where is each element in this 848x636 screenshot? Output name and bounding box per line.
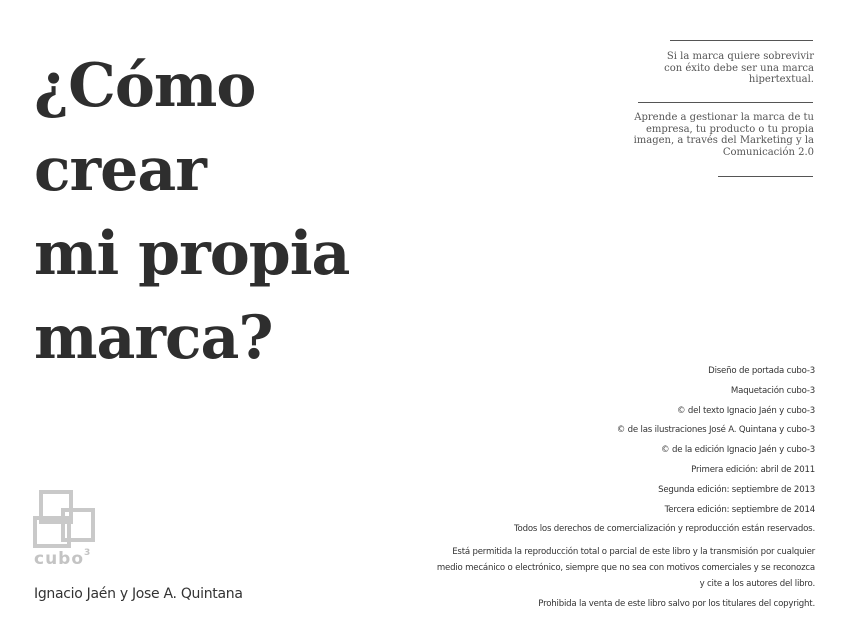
credit-line: Tercera edición: septiembre de 2014 <box>664 504 815 515</box>
logo-text: cubo <box>34 549 85 569</box>
credit-line: © de las ilustraciones José A. Quintana y cubo-3 <box>616 425 815 436</box>
credits-block <box>395 362 815 612</box>
credit-line: Primera edición: abril de 2011 <box>691 464 815 475</box>
tagline-blurb <box>604 51 814 86</box>
permission-line: Está permitida la reproducción total o parcial de este libro y la transmisión por cualquier <box>452 547 815 558</box>
credit-line: Diseño de portada cubo-3 <box>708 366 815 376</box>
title-line: ¿Cómo <box>34 51 256 121</box>
credit-line: Todos los derechos de comercialización y reproducción están reservados. <box>513 524 815 535</box>
blurb-line: hipertextual. <box>748 74 814 85</box>
permission-line: y cite a los autores del libro. <box>699 579 815 590</box>
prohibition-notice: Prohibida la venta de este libro salvo por los titulares del copyright. <box>538 599 815 610</box>
credit-line: Segunda edición: septiembre de 2013 <box>658 484 815 495</box>
authors: Ignacio Jaén y Jose A. Quintana <box>34 586 243 602</box>
permission-paragraph <box>395 544 815 592</box>
blurb-line: imagen, a través del Marketing y la <box>633 135 814 146</box>
credit-line: © de la edición Ignacio Jaén y cubo-3 <box>661 445 815 456</box>
divider <box>718 176 813 177</box>
blurb-line: con éxito debe ser una marca <box>664 62 814 74</box>
book-title <box>34 44 349 380</box>
blurb-line: Comunicación 2.0 <box>722 146 814 158</box>
divider <box>638 102 813 103</box>
logo-wordmark <box>34 548 90 569</box>
logo-superscript: 3 <box>84 548 91 558</box>
title-line: crear <box>34 135 206 205</box>
credit-line: Maquetación cubo-3 <box>730 385 815 396</box>
blurb-line: empresa, tu producto o tu propia <box>645 123 814 135</box>
title-line: mi propia <box>34 219 350 289</box>
divider <box>670 40 813 41</box>
permission-line: medio mecánico o electrónico, siempre que no sea con motivos comerciales y se reconozca <box>436 563 815 574</box>
blurb-line: Si la marca quiere sobrevivir <box>666 51 814 62</box>
title-line: marca? <box>34 303 273 373</box>
description-blurb <box>604 112 814 158</box>
credit-line: © del texto Ignacio Jaén y cubo-3 <box>676 405 815 416</box>
blurb-line: Aprende a gestionar la marca de tu <box>634 112 814 123</box>
